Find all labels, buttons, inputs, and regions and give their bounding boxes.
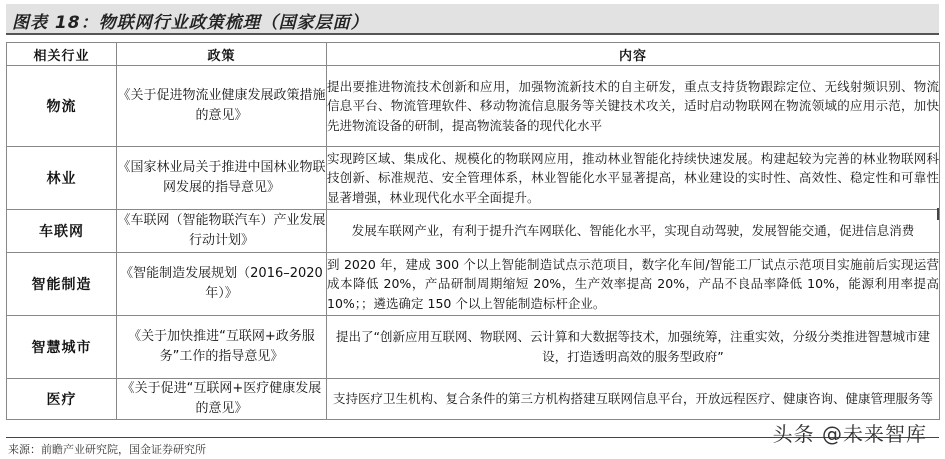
industry-cell: 林业 xyxy=(7,147,117,210)
figure-title-bar xyxy=(6,4,939,35)
table-row xyxy=(7,253,940,316)
industry-cell: 车联网 xyxy=(7,210,117,253)
header-industry: 相关行业 xyxy=(7,43,117,66)
content-cell: 发展车联网产业，有利于提升汽车网联化、智能化水平，实现自动驾驶，发展智能交通，促进信息消费 xyxy=(327,210,940,253)
policy-cell: 《关于加快推进“互联网+政务服务”工作的指导意见》 xyxy=(117,316,327,379)
table-row xyxy=(7,147,940,210)
policy-cell: 《国家林业局关于推进中国林业物联网发展的指导意见》 xyxy=(117,147,327,210)
content-cell: 支持医疗卫生机构、复合条件的第三方机构搭建互联网信息平台，开放远程医疗、健康咨询、健康管理服务等 xyxy=(327,379,940,420)
content-cell: 到 2020 年，建成 300 个以上智能制造试点示范项目，数字化车间/智能工厂试点示范项目实施前后实现运营成本降低 20%，产品研制周期缩短 20%，生产效率提高 20%，产品不良品率降低 10%，能源利用率提高 10%；；遴选确定 150 个以上智能制造标杆企业。 xyxy=(327,253,940,316)
policy-cell: 《关于促进物流业健康发展政策措施的意见》 xyxy=(117,66,327,147)
table-header-row xyxy=(7,43,940,66)
industry-cell: 智能制造 xyxy=(7,253,117,316)
policy-cell: 《智能制造发展规划（2016–2020 年）》 xyxy=(117,253,327,316)
scroll-indicator xyxy=(937,208,939,220)
content-cell: 提出了“创新应用互联网、物联网、云计算和大数据等技术，加强统筹，注重实效，分级分类推进智慧城市建设，打造透明高效的服务型政府” xyxy=(327,316,940,379)
policy-cell: 《关于促进“互联网+医疗健康发展的意见》 xyxy=(117,379,327,420)
policy-table xyxy=(6,42,940,420)
source-note: 来源：前瞻产业研究院，国金证券研究所 xyxy=(8,443,206,456)
table-row xyxy=(7,66,940,147)
content-cell: 实现跨区域、集成化、规模化的物联网应用，推动林业智能化持续快速发展。构建起较为完善的林业物联网科技创新、标准规范、安全管理体系，林业智能化水平显著提高，林业建设的实时性、高效性、稳定性和可靠性显著增强，林业现代化水平全面提升。 xyxy=(327,147,940,210)
content-cell: 提出要推进物流技术创新和应用，加强物流新技术的自主研发，重点支持货物跟踪定位、无线射频识别、物流信息平台、物流管理软件、移动物流信息服务等关键技术攻关，适时启动物联网在物流领域的应用示范，加快先进物流设备的研制，提高物流装备的现代化水平 xyxy=(327,66,940,147)
industry-cell: 医疗 xyxy=(7,379,117,420)
header-content: 内容 xyxy=(327,43,940,66)
policy-cell: 《车联网（智能物联汽车）产业发展行动计划》 xyxy=(117,210,327,253)
table-row xyxy=(7,316,940,379)
industry-cell: 智慧城市 xyxy=(7,316,117,379)
figure-title: 图表 18：物联网行业政策梳理（国家层面） xyxy=(12,13,369,33)
watermark: 头条 @未来智库 xyxy=(772,422,927,446)
industry-cell: 物流 xyxy=(7,66,117,147)
header-policy: 政策 xyxy=(117,43,327,66)
table-row xyxy=(7,379,940,420)
table-row xyxy=(7,210,940,253)
